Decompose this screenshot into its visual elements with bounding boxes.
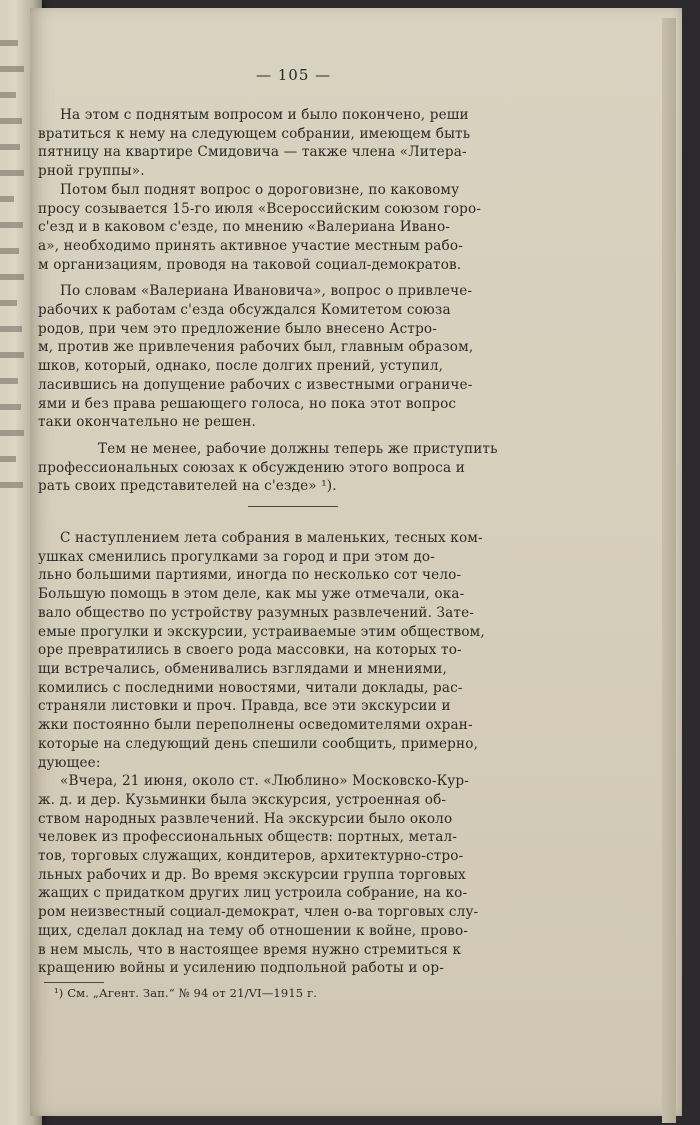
footnote: ¹) См. „Агент. Зап.“ № 94 от 21/VI—1915 г. [54, 985, 318, 1000]
paragraph-4: Тем не менее, рабочие должны теперь же приступить профессиональных союзах к обсуждению этого вопроса и рать своих представителей на с'езде» ¹). [38, 440, 498, 495]
page-text [38, 106, 562, 1001]
left-page-text-fragments [0, 40, 28, 508]
footnote-rule [44, 982, 104, 983]
paragraph-3: По словам «Валериана Ивановича», вопрос о привлече- рабочих к работам с'езда обсуждался Комитетом союза родов, при чем это предложение было внесено Астро- м, против же привлечения рабочих был, главным образом, шков, который, однако, после долгих прений, уступил, ласившись на допущение рабочих с известными ограниче- ями и без права решающего голоса, но пока этот вопрос таки окончательно не решен. [38, 283, 474, 431]
page-edge-shadow [662, 18, 676, 1123]
paragraph-1: На этом с поднятым вопросом и было покончено, реши вратиться к нему на следующем собрании, имеющем быть пятницу на квартире Смидовича — также члена «Литера- рной группы». [38, 107, 471, 180]
book-page [30, 8, 682, 1116]
paragraph-5: С наступлением лета собрания в маленьких, тесных ком- ушках сменились прогулками за город и при этом до- льно большими партиями, иногда по несколько сот чело- Большую помощь в этом деле, как мы уже отмечали, ока- вало общество по устройству разумных развлечений. Зате- емые прогулки и экскурсии, устраиваемые этим обществом, оре превратились в своего рода массовки, на которых то- щи встречались, обменивались взглядами и мнениями, комились с последними новостями, читали доклады, рас- страняли листовки и проч. Правда, все эти экскурсии и жки постоянно были переполнены осведомителями охран- которые на следующий день спешили сообщить, примерно, дующее: [38, 530, 485, 771]
paragraph-6: «Вчера, 21 июня, около ст. «Люблино» Московско-Кур- ж. д. и дер. Кузьминки была экскурсия, устроенная об- ством народных развлечений. На экскурсии было около человек из профессиональных обществ: портных, метал- тов, торговых служащих, кондитеров, архитектурно-стро- льных рабочих и др. Во время экскурсии группа торговых жащих с придатком других лиц устроила собрание, на ко- ром неизвестный социал-демократ, член о-ва торговых слу- щих, сделал доклад на тему об отношении к войне, прово- в нем мысль, что в настоящее время нужно стремиться к кращению войны и усилению подпольной работы и ор- [38, 773, 479, 977]
paragraph-2: Потом был поднят вопрос о дороговизне, по каковому просу созывается 15-го июля «Всероссийским союзом горо- с'езд и в каковом с'езде, по мнению «Валериана Ивано- а», необходимо принять активное участие местным рабо- м организациям, проводя на таковой социал-демократов. [38, 181, 482, 273]
page-number: — 105 — [256, 66, 332, 84]
